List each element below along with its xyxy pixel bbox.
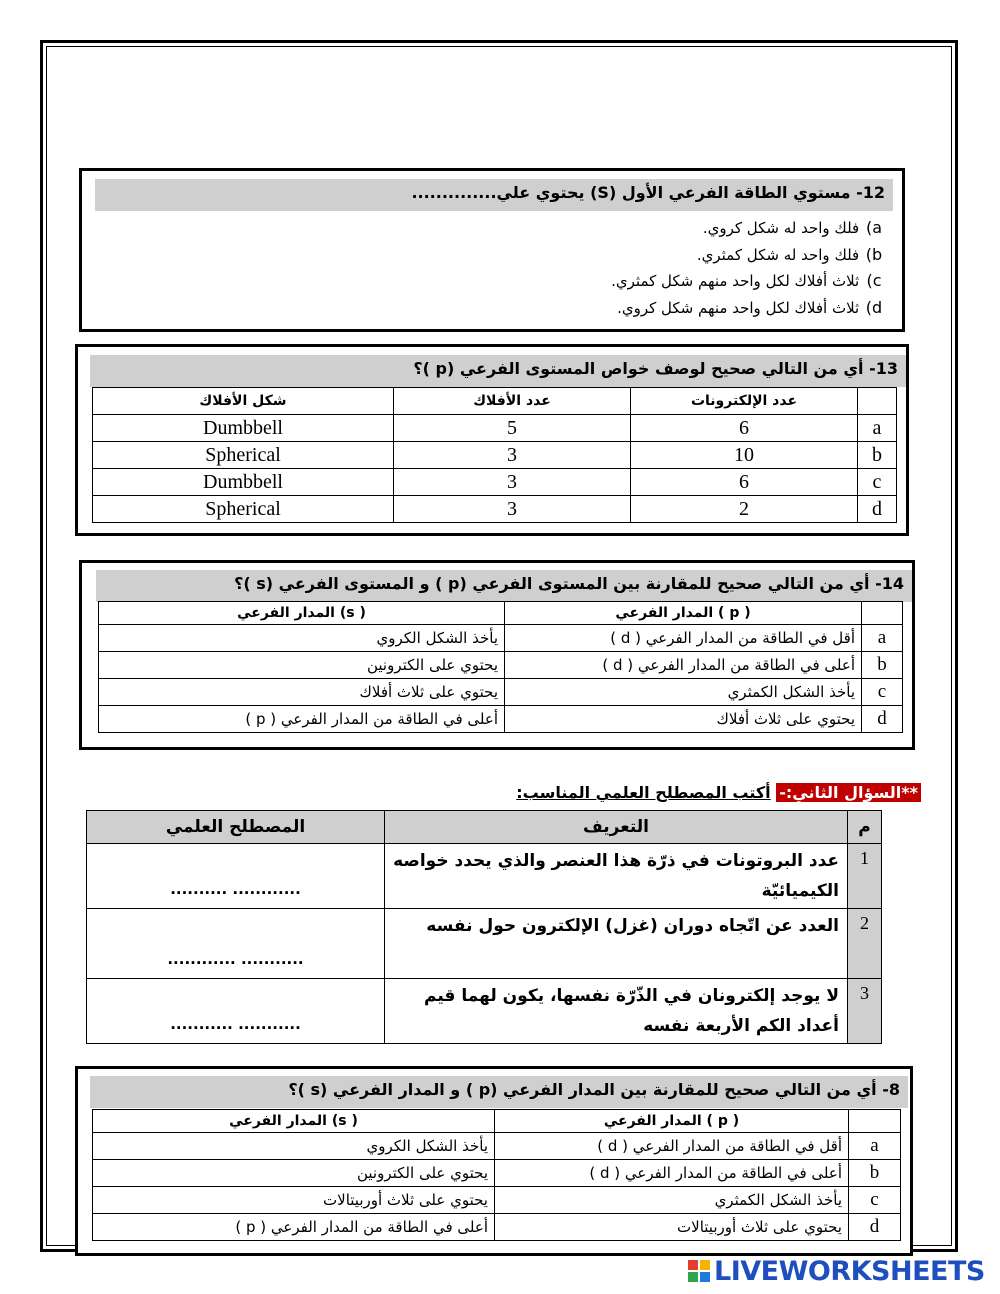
question-8-table [92,1109,901,1241]
col-header-s: المدار الفرعي (s ) [99,602,505,625]
row-letter: c [858,469,897,496]
section-two-title [516,783,921,802]
table-row[interactable]: يأخذ الشكل الكروي أقل في الطاقة من المدار الفرعي ( d ) a [93,1133,901,1160]
answer-field[interactable]: ............ ........... [87,909,385,979]
col-header-shape: شكل الأفلاك [93,388,394,415]
table-row[interactable]: يحتوي على الكترونين أعلى في الطاقة من المدار الفرعي ( d ) b [99,652,903,679]
col-header-p: المدار الفرعي ( p ) [495,1110,849,1133]
option-c[interactable]: c) ثلاث أفلاك لكل واحد منهم شكل كمثري. [611,271,882,290]
row-letter: d [858,496,897,523]
table-row[interactable]: Dumbbell 5 6 a [93,415,897,442]
question-12-box [79,168,905,332]
question-14-title: 14- أي من التالي صحيح للمقارنة بين المستوى الفرعي (p ) و المستوى الفرعي (s )؟ [96,570,912,602]
row-number: 3 [848,979,882,1044]
col-header-definition: التعريف [385,811,848,844]
row-letter: a [858,415,897,442]
question-13-table [92,387,897,523]
table-row[interactable]: يأخذ الشكل الكروي أقل في الطاقة من المدار الفرعي ( d ) a [99,625,903,652]
table-row [87,909,882,979]
row-letter: b [849,1160,901,1187]
definition-text: العدد عن اتّجاه دوران (غزل) الإلكترون حول نفسه [385,909,848,979]
col-header-num: م [848,811,882,844]
option-b[interactable]: b) فلك واحد له شكل كمثري. [696,244,883,264]
row-number: 2 [848,909,882,979]
table-row[interactable]: أعلى في الطاقة من المدار الفرعي ( p ) يحتوي على ثلاث أوربيتالات d [93,1214,901,1241]
question-12-title: 12- مستوي الطاقة الفرعي الأول (S) يحتوي علي.............. [95,179,893,211]
table-row[interactable]: يحتوي على ثلاث أوربيتالات يأخذ الشكل الكمثري c [93,1187,901,1214]
section-two-instruction: أكتب المصطلح العلمي المناسب: [516,783,771,802]
option-a[interactable]: a) فلك واحد له شكل كروي. [702,218,883,237]
row-letter: b [858,442,897,469]
option-d[interactable]: d) ثلاث أفلاك لكل واحد منهم شكل كروي. [617,297,883,317]
col-header-orbitals: عدد الأفلاك [394,388,631,415]
row-letter: a [862,625,903,652]
row-letter: a [849,1133,901,1160]
table-row[interactable]: يحتوي على ثلاث أفلاك يأخذ الشكل الكمثري c [99,679,903,706]
col-header-electrons: عدد الإلكترونات [631,388,858,415]
row-letter: c [862,679,903,706]
question-8-title: 8- أي من التالي صحيح للمقارنة بين المدار الفرعي (p ) و المدار الفرعي (s )؟ [90,1076,908,1108]
row-letter: d [849,1214,901,1241]
table-row[interactable]: Spherical 3 2 d [93,496,897,523]
col-header-letter [862,602,903,625]
logo-text: LIVEWORKSHEETS [714,1255,985,1287]
col-header-p: المدار الفرعي ( p ) [505,602,862,625]
question-14-box [79,560,915,750]
col-header-letter [858,388,897,415]
liveworksheets-logo[interactable] [688,1256,985,1286]
table-row[interactable]: أعلى في الطاقة من المدار الفرعي ( p ) يحتوي على ثلاث أفلاك d [99,706,903,733]
question-13-title: 13- أي من التالي صحيح لوصف خواص المستوى الفرعي (p )؟ [90,355,906,387]
row-letter: d [862,706,903,733]
table-row[interactable]: Dumbbell 3 6 c [93,469,897,496]
terms-table [86,810,882,1044]
answer-field[interactable]: .......... ............ [87,844,385,909]
row-number: 1 [848,844,882,909]
row-letter: b [862,652,903,679]
question-13-box [75,344,909,536]
question-8-box [75,1066,913,1256]
logo-mark-icon [688,1260,710,1282]
col-header-term: المصطلح العلمي [87,811,385,844]
question-14-table [98,601,903,733]
definition-text: لا يوجد إلكترونان في الذّرّة نفسها، يكون لهما قيم أعداد الكم الأربعة نفسه [385,979,848,1044]
row-letter: c [849,1187,901,1214]
col-header-letter [849,1110,901,1133]
col-header-s: المدار الفرعي (s ) [93,1110,495,1133]
question-12-options [124,215,884,321]
section-two-label: **السؤال الثاني:- [776,783,921,802]
answer-field[interactable]: ........... ........... [87,979,385,1044]
table-row [87,844,882,909]
table-row [87,979,882,1044]
definition-text: عدد البروتونات في ذرّة هذا العنصر والذي يحدد خواصه الكيميائيّة [385,844,848,909]
table-row[interactable]: يحتوي على الكترونين أعلى في الطاقة من المدار الفرعي ( d ) b [93,1160,901,1187]
table-row[interactable]: Spherical 3 10 b [93,442,897,469]
